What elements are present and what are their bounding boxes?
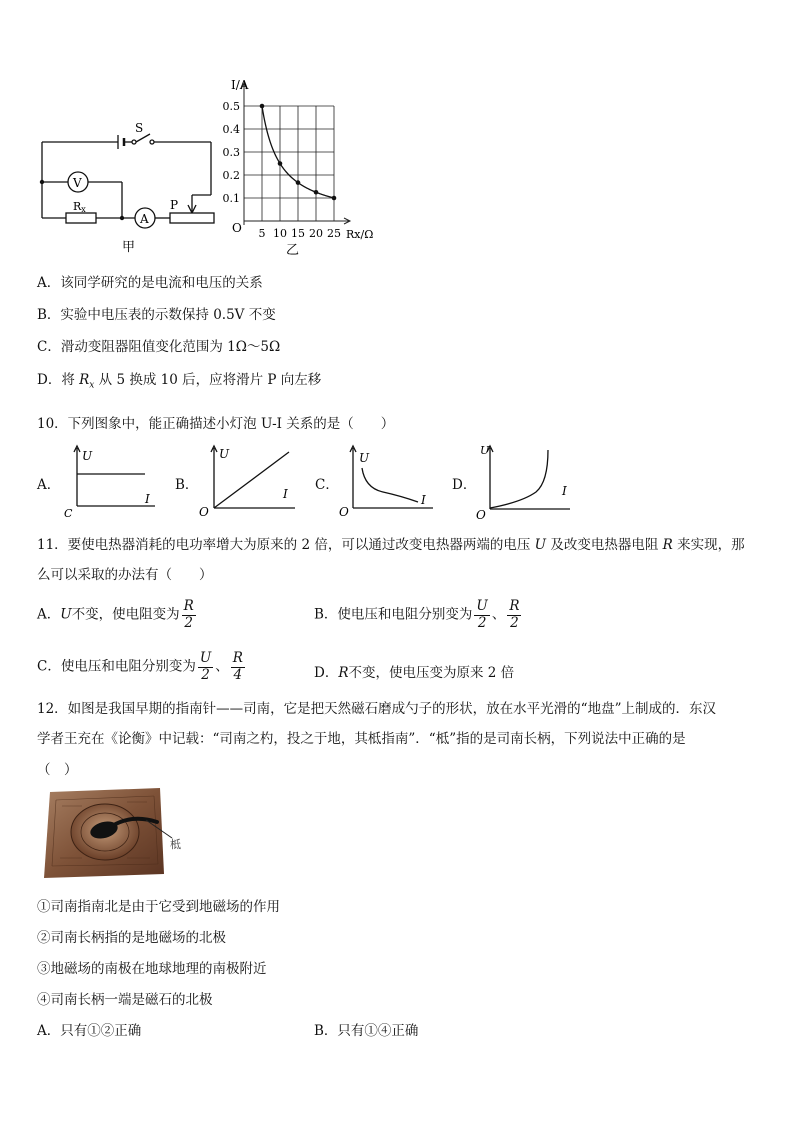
y-tick-label: 0.3 — [222, 146, 240, 159]
figure-yi-caption: 乙 — [286, 243, 300, 258]
q10-graph-b — [195, 440, 300, 518]
current-resistance-chart — [222, 78, 392, 258]
svg-text:I: I — [283, 487, 288, 501]
y-tick-label: 0.2 — [222, 169, 240, 182]
svg-text:O: O — [339, 505, 349, 518]
data-point — [296, 180, 301, 185]
q12-stem-line2: 学者王充在《论衡》中记载：“司南之杓，投之于地，其柢指南”．“柢”指的是司南长柄，下列说法中正确的是 — [37, 731, 686, 747]
q9-option-d: D．将 $R_x$ 从 5 换成 10 后，应将滑片 P 向左移 — [37, 372, 322, 391]
svg-text:O: O — [476, 508, 486, 520]
q12-option-b: B．只有①④正确 — [314, 1023, 419, 1039]
q11-option-a: A．U不变，使电阻变为 $\frac{R}{2}$ — [37, 598, 194, 631]
q10-option-b-label: B． — [175, 477, 199, 493]
svg-text:C: C — [64, 507, 73, 518]
rx-label: Rx — [73, 200, 86, 214]
svg-text:U: U — [219, 447, 230, 461]
origin-label: O — [232, 221, 242, 235]
q11-option-c: C．使电压和电阻分别变为 $\frac{U}{2}$ 、 $\frac{R}{4}$ — [37, 650, 243, 683]
sinan-compass-photo — [42, 786, 192, 881]
y-tick-label: 0.1 — [222, 192, 240, 205]
figure-jia-caption: 甲 — [122, 240, 136, 255]
ammeter-label: A — [140, 212, 149, 226]
q12-option-a: A．只有①②正确 — [37, 1023, 142, 1039]
voltmeter-label: V — [73, 176, 82, 190]
q10-graph-a — [60, 440, 160, 518]
data-point — [332, 196, 337, 201]
q12-statement-2: ②司南长柄指的是地磁场的北极 — [37, 930, 226, 946]
q12-statement-1: ①司南指南北是由于它受到地磁场的作用 — [37, 899, 280, 915]
q12-stem-line3: （ ） — [37, 762, 78, 778]
q12-statement-4: ④司南长柄一端是磁石的北极 — [37, 992, 213, 1008]
x-axis-label: Rx/Ω — [346, 228, 374, 241]
q12-statement-3: ③地磁场的南极在地球地理的南极附近 — [37, 961, 267, 977]
q11-stem-line2: 么可以采取的办法有（ ） — [37, 567, 213, 583]
q12-stem-line1: 12．如图是我国早期的指南针——司南，它是把天然磁石磨成勺子的形状，放在水平光滑的“地盘”上制成的．东汉 — [37, 701, 716, 717]
svg-text:U: U — [82, 449, 93, 463]
x-tick-label: 10 — [273, 227, 287, 240]
svg-text:I: I — [145, 492, 150, 506]
q9-option-a: A．该同学研究的是电流和电压的关系 — [37, 275, 263, 291]
x-tick-label: 5 — [258, 227, 266, 240]
switch-label: S — [135, 121, 144, 135]
x-tick-label: 25 — [327, 227, 341, 240]
x-tick-label: 20 — [309, 227, 323, 240]
slider-p-label: P — [170, 198, 179, 212]
svg-text:U: U — [480, 444, 490, 457]
q10-option-a-label: A． — [37, 477, 61, 493]
svg-text:I: I — [421, 493, 426, 507]
q10-option-d-label: D． — [452, 477, 477, 493]
svg-text:U: U — [359, 451, 370, 465]
circuit-diagram — [30, 115, 225, 260]
data-point — [278, 161, 283, 166]
q9-option-b: B．实验中电压表的示数保持 0.5V 不变 — [37, 307, 276, 323]
y-tick-label: 0.5 — [222, 100, 240, 113]
data-point — [260, 104, 265, 109]
data-point — [314, 190, 319, 195]
q10-option-c-label: C． — [315, 477, 339, 493]
y-axis-label: I/A — [231, 78, 249, 92]
y-tick-label: 0.4 — [222, 123, 240, 136]
q10-graph-d — [472, 440, 572, 520]
q11-stem-line1: 11．要使电热器消耗的电功率增大为原来的 2 倍，可以通过改变电热器两端的电压 U 及改变电热器电阻 R 来实现，那 — [37, 537, 745, 553]
q9-option-c: C．滑动变阻器阻值变化范围为 1Ω～5Ω — [37, 339, 281, 355]
svg-text:I: I — [562, 484, 567, 498]
q11-option-b: B．使电压和电阻分别变为 $\frac{U}{2}$ 、 $\frac{R}{2}$ — [314, 598, 520, 631]
svg-text:O: O — [199, 505, 209, 518]
q10-stem: 10．下列图象中，能正确描述小灯泡 U-I 关系的是（ ） — [37, 416, 395, 432]
x-tick-label: 15 — [291, 227, 305, 240]
sinan-handle-label: 柢 — [170, 838, 181, 851]
q10-graph-c — [335, 440, 435, 518]
q11-option-d: D．R不变，使电压变为原来 2 倍 — [314, 665, 515, 681]
